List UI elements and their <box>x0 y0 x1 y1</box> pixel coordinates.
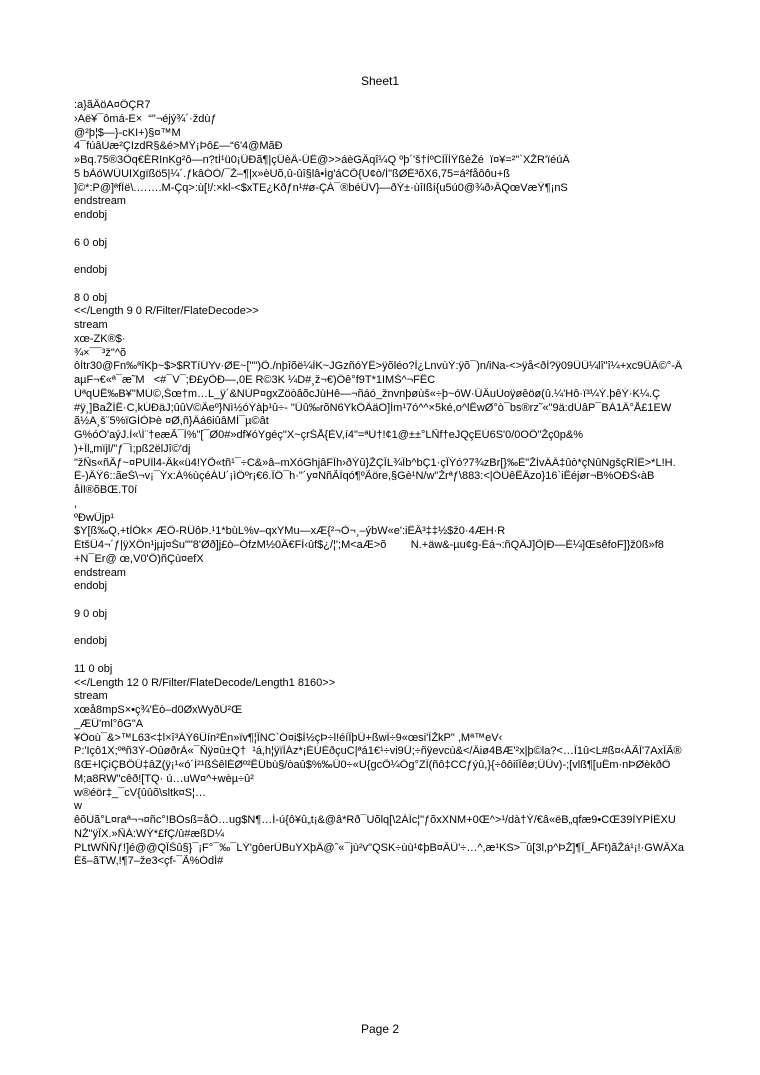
text-line <box>74 594 760 608</box>
text-line: w <box>74 800 82 813</box>
text-line: 9 0 obj <box>74 607 108 620</box>
text-line: "žÑs«ñÂƒ~¤PUÏl4-Âk«ü4!YÕ«tñ¹¯÷C&»â–mXóGhjâFÏh›ðÝû}ŽÇÎL¾Ïb^bÇ1·çÎÝó?7¾zBr[}‰È"ŽÌvÄÄ‡ûò*çNûNgšçRÏË>*L!H. <box>74 456 676 469</box>
text-line: endobj <box>74 635 108 648</box>
text-line: stream <box>74 319 108 331</box>
text-line: »Bq.75®3Ôq€ÉRInKg²ô—n?tÍ¹ü0¡ÜÐã¶|çÜèÄ-ÜË@>>áèGÂqî¼Q ºþ´'š†ÌºCÏÎÌŸßèŽé ï¤¥=²"`XŽR'ïéúÄ <box>74 154 570 166</box>
page-number: Page 2 <box>360 1022 400 1036</box>
text-line: endstream <box>74 195 126 208</box>
text-line: 6 0 obj <box>74 236 108 249</box>
text-line: Ë-)ÂŸ6::ãeŠ\¬v¡¯Ýx:Á%ùçéÁU´¡ìÖºr¡€6.ÎÔ¯h·"´y¤NñÃÏqó¶ºÃöre,§Gè¹N/w"Žrªƒ\883:<|ÒÛêÊÂzo}16`iÊéjør¬B%OÐŠ‹àB <box>74 470 655 483</box>
text-line: $Y[ß‰Q,+tÌÓk× ÆÖ-RÛôÞ.¹1*bùL%v–qxYMu—xÆ{²¬Ò¬¸–ýbW«e':iËÂ³‡‡½$ž0·4ÆH·R <box>74 525 506 538</box>
text-line: :a}ãÂöA¤ÔÇR7 <box>74 99 151 111</box>
text-line <box>74 622 760 636</box>
text-line: P:'Içô1X;ºªñ3Ý-ÓûøðrÀ«¯Ñÿ¤û±Q† ¹á,h¦ÿïÏÁz*¡ÉÚÈðçuC|ªá1€¹÷vi9Û;÷ñÿevcù&</Âiø4BÆ'²x|þ©la?<…Ï1û<L#ß¤‹ÀÃÏ'7AxÎÃ® <box>74 745 682 758</box>
text-line: G%óÓ'aýJ.Ì«\Í¨†eæÃ¯Ì%"[¯Ø0#»df¥óYgéç"X~çrŠÅ{ÈV,í4"=ªÙ†!¢1@±±°LÑf†eJQçEÚ6S'0/0OÖ"Žç0p&% <box>74 429 584 441</box>
text-line <box>74 223 760 237</box>
text-line: )+Ïl„mïjl/"ƒ¯ì;pß2ëlJî©'dj <box>74 442 191 455</box>
text-line: #ÿ¸]BaŽÍÊ·C,kÚÐäJ;ûûV©Âeº}Nì½óÝàþ¹û÷- "Ûû‰rõN6YkÖÄäO]Ìm¹7ó^^×5ké,o^lÊwØ°ò¯bs®rz˜«"9ä:dÙâP¯BÀ1Ä°Å£1EW <box>74 401 672 414</box>
text-line: åÍl®õBŒ.T0í <box>74 484 138 496</box>
text-line: endobj <box>74 580 108 593</box>
text-line: M;a8RW"cêð![TQ· ú…uW¤^+wèµ÷û² <box>74 772 254 785</box>
document-body <box>74 99 760 869</box>
text-line: 11 0 obj <box>74 662 113 675</box>
text-line: endobj <box>74 209 108 221</box>
text-line: xœå8mpS×•ç¾'Éò–d0ØxWyðÚ²Œ <box>74 704 243 716</box>
text-line: endstream <box>74 566 126 579</box>
text-line <box>74 250 760 264</box>
text-line <box>74 278 760 292</box>
text-line: ¾×¯¯³ž"^õ <box>74 346 127 359</box>
text-line: w®éör‡_¯cV{ûûõ\sltk¤S¦… <box>74 786 206 799</box>
text-line: ã½A¸š¨5%ïGÌÒÞè ¤Ø,ñ}Äá6iûâMÌ¯µ©ât <box>74 415 269 428</box>
text-line: 8 0 obj <box>74 291 108 304</box>
text-line: ›Aë¥¯ômá-E× “"¬éjý¾´·ždùƒ <box>74 112 217 125</box>
text-line: , <box>74 497 78 510</box>
sheet-title: Sheet1 <box>360 74 400 88</box>
text-line: @²þ¦$—}-cKI+)§¤™M <box>74 126 181 139</box>
text-line: ßŒ+lÇiÇBÖÜ‡âZ(ÿ¡¹«ó´Í²¹ßŠêlÉØº²ÊÜbù§/òaû$%‰Û0÷«Ù{gcÕ¼Ög°ZÏ(ñô‡CCƒýû,}{÷ôôiîÎêø;ÛÛv)-;[vlß¶[uËm·nÞØèkðÖ <box>74 759 671 771</box>
text-line: stream <box>74 690 108 703</box>
text-line: ºÐwÛjp¹ <box>74 511 115 524</box>
text-line: 5 bÀóWÛUIXgïßö5|¼´.ƒkâÓÒ/¯Ž–¶|x»èUõ,û-ûî§lâ•Íg'áCÕ{U¢ò/Ì"ßØÉ³õX6,75=á²fåôôu+ß <box>74 167 510 180</box>
text-line: <</Length 9 0 R/Filter/FlateDecode>> <box>74 305 259 318</box>
text-line: ôÌtr30@Fn‰ªîKþ~$>$RTíÚYv·ØE~["")Õ./nþîõë¼ÌK~JGzñóYË>ÿõléo?Ì¿LnvùÝ:ÿõ¯)n/iNa-<>ÿå<ðÍ?ÿ09ÜÜ¼lî"î¼+xc9ÜÄ©°-Ä <box>74 360 683 373</box>
text-line: <</Length 12 0 R/Filter/FlateDecode/Length1 8160>> <box>74 676 336 689</box>
text-line: Éš–ãTW,!¶7–že3<çf-¯Ã%ÓdÍ# <box>74 855 224 868</box>
text-line: 4¯fúâÙæ²ÇIzdR§&é>MŸ¡Þô£—“6'4@MãÐ <box>74 140 283 153</box>
text-line: aµF¬€«ª¯æ˜M <#¯V¯;Ð£yÕÐ—,0E R©3K ¼D#¸ž¬€)Ôê°f9T*1IMŠ^¬FÊC <box>74 374 436 386</box>
text-line: PLtWÑÑƒ!]é@@QÎŠû§}¯¡F°¯‰¯LÝ'gôerÛBuYXþÄ@ˆ«¯jù²v"QSK÷ùù¹¢þB¤ÂÜ'÷…^,æ¹KS>¯û[3l,p^ÞŽ]¶Î_ÅFt)ãŽá¹¡!·GWÂXa <box>74 841 684 854</box>
text-line: ¥Óoù¯&>™L63<‡l×î³ÁÝ6Ûín²Ën»ïv¶¦ÎNC`Ó¤i$Ì½çÞ÷l!éíÎþÛ+ßwÏ÷9«œsi'ÏŽkP" ,Mª™eV‹ <box>74 731 503 744</box>
text-line: ÙªqUÊ‰B¥"MÚ©,Šœ†m…L_ÿ´&NÚP¤gxZöòâõcJùHê—¬ñáó_žnvnþøùš«÷þ~óW·ÜÂuÙoÿøêöø(û.¼'Hô·ï³¼Ý.þêÝ·K¼.Ç <box>74 387 661 400</box>
text-line: xœ-ZK®$· <box>74 332 126 345</box>
text-line: êõÙã°L¤raª¬¬¤ñc°!BÓsß=åÖ…ug$N¶…Í-ú{ô¥û„t¡&@â*Rð¯Uõlq[\2ÀÏc¦"ƒõxXNM+0Œ^>¹/dà†Ý/€â«ëB„qfæ9•CŒ39ÌYPÌÈXU <box>74 814 676 826</box>
text-line: NŽ"ÿÎX.»ÑÁ:WÝ*£fÇ/û#æßD¼ <box>74 827 224 840</box>
text-line: ]©*:P@]ªfÏë\.…….M-Çq>:ù[!/:×kl-<$xTE¿Kðƒn¹#ø-ÇÁ¯®béÜV}—ðÝ±·ùîIßí{u5ú0@¾ð›ÂQœVæŸ¶¡nS <box>74 181 568 194</box>
text-line: ÉtšÛ4¬´ƒ|ÿXÖn¹jµj¤Šu""8'Øð]j£ò–ÓfzM½0Â€FÌ‹ûf$¿/¦';M<aÆ>õ N.+äw&-µu¢g-Éá¬:ñQÄJ]Õ|Ð—È¼]ŒsêfoF]}ž0ß»f8 <box>74 539 664 551</box>
text-line: endobj <box>74 264 108 276</box>
text-line <box>74 649 760 663</box>
text-line: +N¯Er@ œ,V0'Ö)ñÇù¤efX <box>74 552 204 565</box>
text-line: _ÆÜ'ml°ôG"A <box>74 717 144 730</box>
